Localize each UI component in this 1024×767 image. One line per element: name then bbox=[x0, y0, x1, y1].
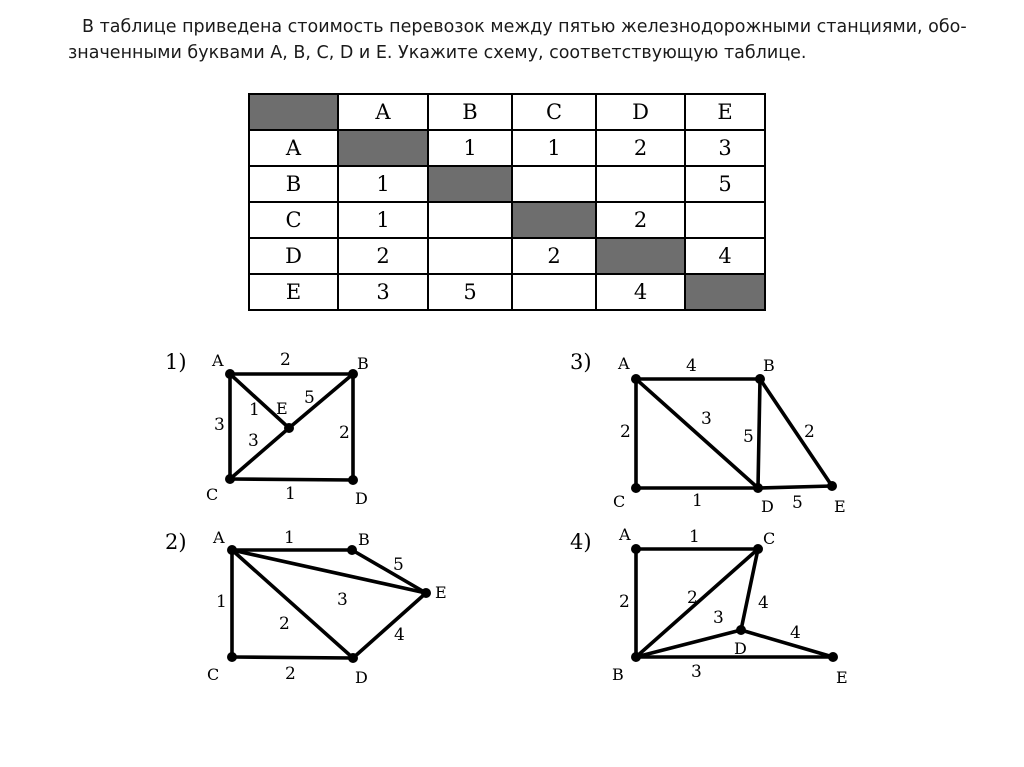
node-label-b: B bbox=[612, 665, 624, 684]
edge-label-a-e: 1 bbox=[249, 400, 260, 420]
node-b bbox=[755, 374, 765, 384]
scheme-1-number: 1) bbox=[165, 350, 187, 374]
node-a bbox=[227, 545, 237, 555]
edge-d-e bbox=[741, 630, 833, 657]
row-header: E bbox=[249, 274, 338, 310]
node-label-a: A bbox=[213, 528, 225, 547]
edge-label-a-d: 2 bbox=[279, 614, 290, 634]
node-label-a: A bbox=[618, 354, 630, 373]
cost-cell bbox=[512, 166, 596, 202]
node-b bbox=[631, 652, 641, 662]
edge-label-b-e: 5 bbox=[393, 555, 404, 575]
node-label-c: C bbox=[206, 485, 219, 504]
node-label-b: B bbox=[358, 530, 370, 549]
cost-cell: 3 bbox=[338, 274, 428, 310]
node-label-b: B bbox=[763, 356, 775, 375]
edge-label-b-d: 2 bbox=[339, 423, 350, 443]
cost-cell bbox=[428, 238, 512, 274]
edge-label-c-e: 3 bbox=[248, 431, 259, 451]
cost-cell: 1 bbox=[512, 130, 596, 166]
node-label-d: D bbox=[734, 639, 747, 658]
edge-label-c-d: 1 bbox=[692, 491, 703, 511]
node-d bbox=[348, 475, 358, 485]
scheme-2-graph bbox=[200, 520, 460, 690]
edge-label-d-e: 5 bbox=[792, 493, 803, 513]
question-text bbox=[68, 14, 1018, 66]
cost-cell: 3 bbox=[685, 130, 765, 166]
cost-cell: 1 bbox=[338, 166, 428, 202]
cost-cell bbox=[685, 202, 765, 238]
edge-label-a-d: 3 bbox=[701, 409, 712, 429]
edge-label-a-b: 1 bbox=[284, 528, 295, 548]
node-d bbox=[753, 483, 763, 493]
scheme-3-graph bbox=[600, 345, 860, 520]
scheme-4-graph bbox=[600, 520, 860, 690]
cost-cell: 4 bbox=[596, 274, 685, 310]
cost-table bbox=[248, 93, 766, 311]
cost-cell bbox=[512, 274, 596, 310]
cost-cell: 5 bbox=[685, 166, 765, 202]
node-d bbox=[736, 625, 746, 635]
node-label-e: E bbox=[834, 497, 846, 516]
cost-cell bbox=[596, 166, 685, 202]
edge-label-c-d: 4 bbox=[758, 593, 769, 613]
col-header: B bbox=[428, 94, 512, 130]
edge-d-e bbox=[353, 593, 426, 658]
node-a bbox=[631, 544, 641, 554]
row-header: A bbox=[249, 130, 338, 166]
diagonal-cell bbox=[512, 202, 596, 238]
edge-label-a-e: 3 bbox=[337, 590, 348, 610]
diagonal-cell bbox=[338, 130, 428, 166]
cost-cell: 2 bbox=[596, 130, 685, 166]
edge-label-b-e: 5 bbox=[304, 388, 315, 408]
node-label-c: C bbox=[613, 492, 626, 511]
col-header: C bbox=[512, 94, 596, 130]
scheme-3-number: 3) bbox=[570, 350, 592, 374]
node-label-d: D bbox=[761, 497, 774, 516]
edge-d-e bbox=[758, 486, 832, 488]
edge-label-a-c: 2 bbox=[620, 422, 631, 442]
row-header: C bbox=[249, 202, 338, 238]
node-a bbox=[225, 369, 235, 379]
diagonal-cell bbox=[685, 274, 765, 310]
edge-label-a-c: 3 bbox=[214, 415, 225, 435]
col-header: D bbox=[596, 94, 685, 130]
edge-label-d-e: 4 bbox=[394, 625, 405, 645]
node-c bbox=[227, 652, 237, 662]
node-e bbox=[828, 652, 838, 662]
node-e bbox=[421, 588, 431, 598]
table-row bbox=[249, 130, 765, 166]
cost-cell: 1 bbox=[428, 130, 512, 166]
edge-label-a-c: 1 bbox=[216, 592, 227, 612]
table-row bbox=[249, 202, 765, 238]
node-label-e: E bbox=[276, 399, 288, 418]
edge-label-c-d: 2 bbox=[285, 664, 296, 684]
node-e bbox=[827, 481, 837, 491]
edge-label-b-c: 2 bbox=[687, 588, 698, 608]
edge-b-d bbox=[758, 379, 760, 488]
edge-c-e bbox=[230, 428, 289, 479]
node-d bbox=[348, 653, 358, 663]
edge-label-c-d: 1 bbox=[285, 484, 296, 504]
scheme-2-number: 2) bbox=[165, 530, 187, 554]
cost-cell: 2 bbox=[338, 238, 428, 274]
node-e bbox=[284, 423, 294, 433]
edge-label-d-e: 4 bbox=[790, 623, 801, 643]
diagonal-cell bbox=[596, 238, 685, 274]
node-label-a: A bbox=[619, 525, 631, 544]
corner-cell bbox=[249, 94, 338, 130]
edge-c-d bbox=[230, 479, 353, 480]
table-row bbox=[249, 166, 765, 202]
edge-label-b-d: 5 bbox=[743, 427, 754, 447]
edge-b-e bbox=[289, 374, 353, 428]
table-header-row bbox=[249, 94, 765, 130]
scheme-1-graph bbox=[200, 340, 400, 525]
node-label-c: C bbox=[763, 529, 776, 548]
cost-cell: 5 bbox=[428, 274, 512, 310]
cost-cell bbox=[428, 202, 512, 238]
node-c bbox=[225, 474, 235, 484]
edge-label-b-d: 3 bbox=[713, 608, 724, 628]
node-label-c: C bbox=[207, 665, 220, 684]
table-row bbox=[249, 238, 765, 274]
table-row bbox=[249, 274, 765, 310]
node-label-a: A bbox=[212, 351, 224, 370]
edge-label-a-b: 4 bbox=[686, 356, 697, 376]
question-line-2: значенными буквами A, B, C, D и E. Укажите схему, соответствующую таблице. bbox=[68, 43, 807, 63]
edge-a-d bbox=[636, 379, 758, 488]
node-label-d: D bbox=[355, 668, 368, 687]
row-header: D bbox=[249, 238, 338, 274]
diagonal-cell bbox=[428, 166, 512, 202]
row-header: B bbox=[249, 166, 338, 202]
edge-label-b-e: 3 bbox=[691, 662, 702, 682]
edge-label-a-b: 2 bbox=[619, 592, 630, 612]
node-c bbox=[753, 544, 763, 554]
edge-label-a-b: 2 bbox=[280, 350, 291, 370]
cost-cell: 2 bbox=[596, 202, 685, 238]
edge-b-e bbox=[760, 379, 832, 486]
col-header: E bbox=[685, 94, 765, 130]
node-label-e: E bbox=[836, 668, 848, 687]
edge-a-d bbox=[232, 550, 353, 658]
col-header: A bbox=[338, 94, 428, 130]
node-label-e: E bbox=[435, 583, 447, 602]
edge-label-b-e: 2 bbox=[804, 422, 815, 442]
node-label-d: D bbox=[355, 489, 368, 508]
cost-cell: 1 bbox=[338, 202, 428, 238]
node-label-b: B bbox=[357, 354, 369, 373]
edge-label-a-c: 1 bbox=[689, 527, 700, 547]
node-a bbox=[631, 374, 641, 384]
scheme-4-number: 4) bbox=[570, 530, 592, 554]
node-b bbox=[347, 545, 357, 555]
edge-c-d bbox=[232, 657, 353, 658]
question-line-1: В таблице приведена стоимость перевозок между пятью железнодорожными станциями, обо- bbox=[82, 17, 967, 37]
cost-cell: 2 bbox=[512, 238, 596, 274]
node-c bbox=[631, 483, 641, 493]
cost-cell: 4 bbox=[685, 238, 765, 274]
